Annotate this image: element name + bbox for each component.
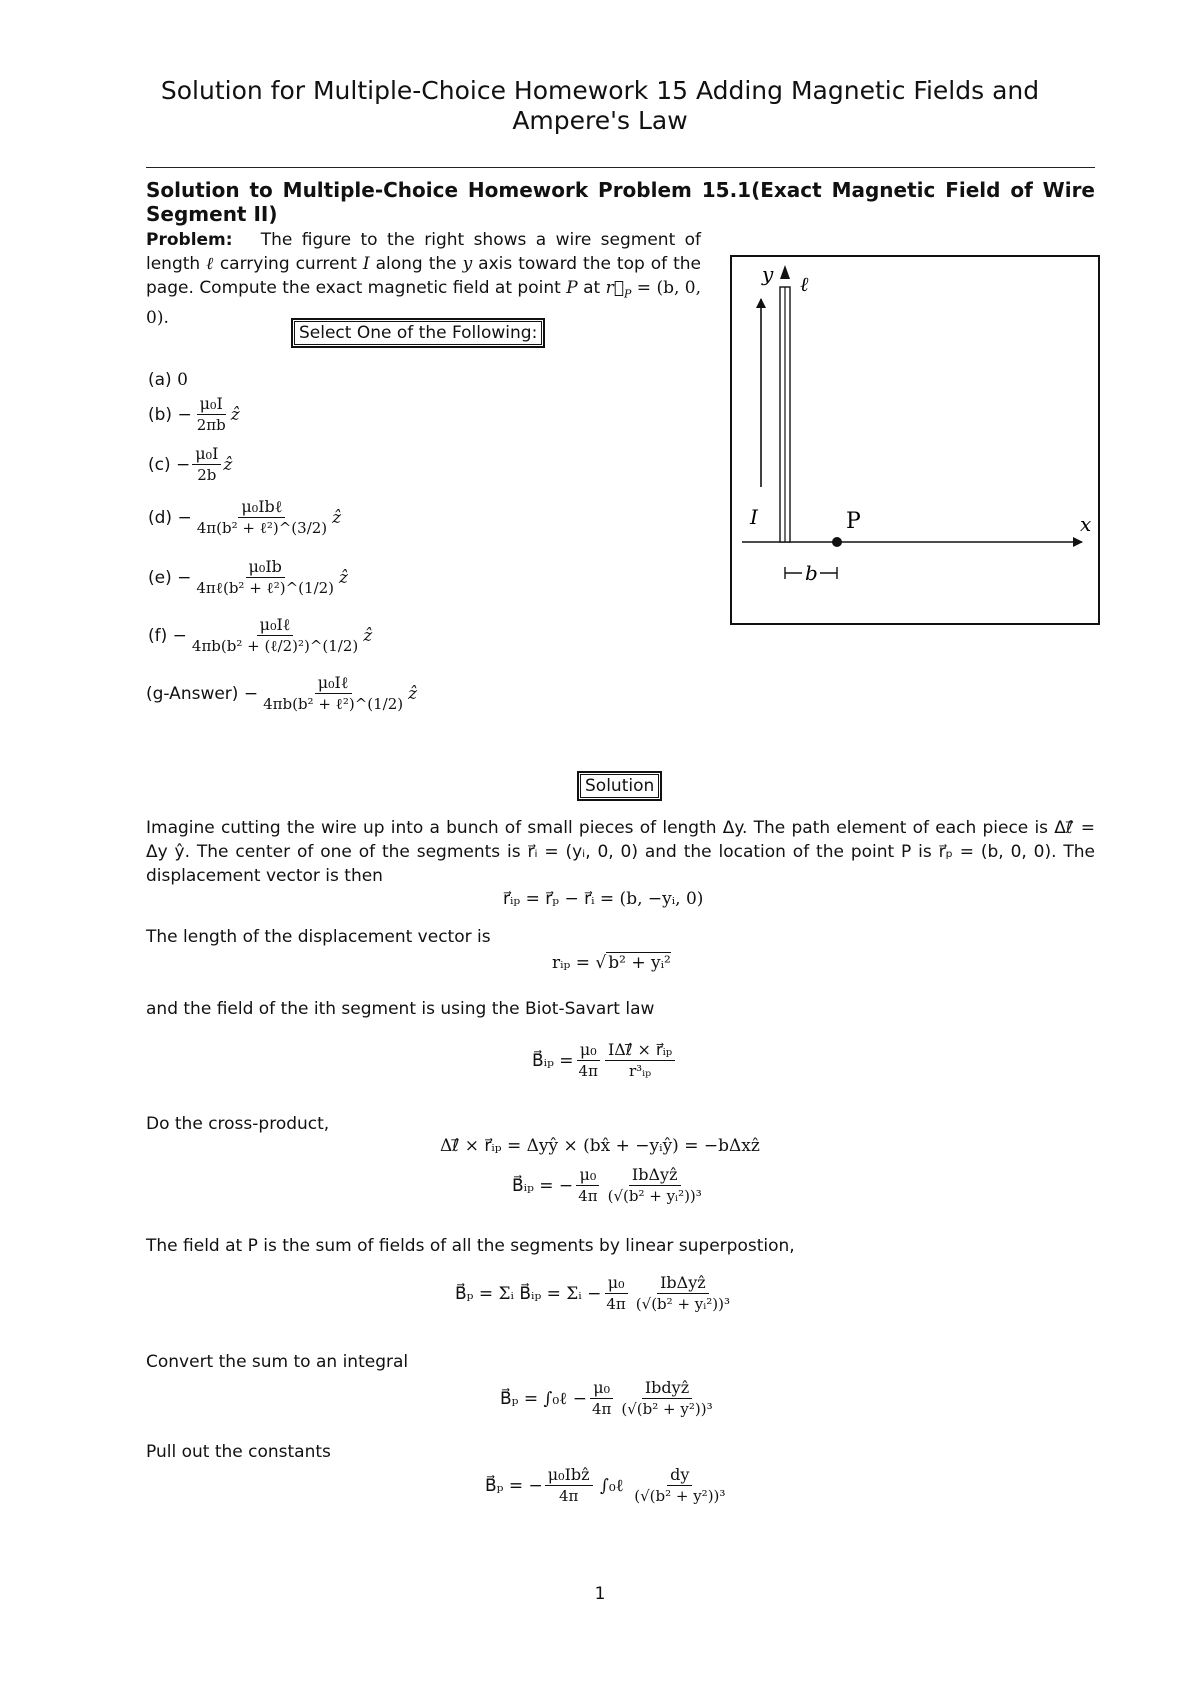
choice-e[interactable]: (e) − $\frac{\text{μ₀Ib}}{\text{4πℓ(b² + ℓ²)\textasciicircum{}(1/2)}}$ ẑ bbox=[148, 557, 348, 597]
choice-c-label: (c) bbox=[148, 454, 171, 475]
equation-segment-field: B⃗ᵢₚ = − $\frac{\text{μ₀}}{4\pi}$ $\frac{\text{IbΔyẑ}}{\text{(√(b² + yᵢ²))³}}$ bbox=[512, 1165, 702, 1205]
equation-superposition: B⃗ₚ = Σᵢ B⃗ᵢₚ = Σᵢ − $\frac{\text{μ₀}}{4\pi}$ $\frac{\text{IbΔyẑ}}{\text{(√(b² + yᵢ²))³}}$ bbox=[455, 1273, 731, 1313]
length-label: ℓ bbox=[800, 272, 809, 296]
choice-g-fraction: $\frac{\text{μ₀Iℓ}}{\text{4πb(b² + ℓ²)\textasciicircum{}(1/2)}}$ bbox=[263, 673, 404, 713]
solution-paragraph-4: Do the cross-product, bbox=[146, 1114, 330, 1134]
problem-text-2: carrying current bbox=[219, 254, 357, 274]
current-label: I bbox=[750, 505, 758, 529]
select-label-box bbox=[291, 318, 545, 348]
solution-paragraph-5: The field at P is the sum of fields of all the segments by linear superpostion, bbox=[146, 1236, 795, 1256]
choice-d-fraction: $\frac{\text{μ₀Ibℓ}}{\text{4π(b² + ℓ²)\textasciicircum{}(3/2)}}$ bbox=[196, 497, 328, 537]
problem-heading: Solution to Multiple-Choice Homework Problem 15.1(Exact Magnetic Field of Wire Segment II) bbox=[146, 178, 1095, 226]
solution-paragraph-3: and the field of the ith segment is using the Biot-Savart law bbox=[146, 999, 655, 1019]
solution-paragraph-1: Imagine cutting the wire up into a bunch of small pieces of length Δy. The path element of each piece is Δℓ⃗ = Δy ŷ. The center of one of the segments is r⃗ᵢ = (yᵢ, 0, 0) and the location of the point P is r⃗ₚ = (b, 0, 0). The displacement vector is then bbox=[146, 818, 1095, 886]
choice-c-fraction: $\frac{\text{μ₀I}}{2b}$ bbox=[192, 444, 221, 485]
y-symbol: y bbox=[462, 254, 473, 274]
equation-biot-savart: B⃗ᵢₚ = $\frac{\text{μ₀}}{4\pi}$ $\frac{\text{IΔℓ⃗ × r⃗ᵢₚ}}{\text{r³ᵢₚ}}$ bbox=[532, 1040, 677, 1081]
page-number: 1 bbox=[594, 1584, 606, 1604]
solution-paragraph-7: Pull out the constants bbox=[146, 1442, 331, 1462]
choice-e-label: (e) bbox=[148, 567, 172, 588]
problem-text-3: along the bbox=[375, 254, 457, 274]
point-symbol: P bbox=[566, 278, 578, 298]
equation-constants: B⃗ₚ = − $\frac{\text{μ₀Ibẑ}}{4\pi}$ ∫₀ℓ $\frac{dy}{\text{(√(b² + y²))³}}$ bbox=[485, 1465, 726, 1505]
choice-d[interactable]: (d) − $\frac{\text{μ₀Ibℓ}}{\text{4π(b² + ℓ²)\textasciicircum{}(3/2)}}$ ẑ bbox=[148, 497, 342, 537]
page-title: Solution for Multiple-Choice Homework 15 Adding Magnetic Fields and Ampere's Law bbox=[160, 76, 1040, 135]
choice-a-label: (a) bbox=[148, 370, 172, 390]
problem-text-5: Compute the exact magnetic field at point bbox=[199, 278, 561, 298]
equation-integral: B⃗ₚ = ∫₀ℓ − $\frac{\text{μ₀}}{4\pi}$ $\frac{\text{Ibdyẑ}}{\text{(√(b² + y²))³}}$ bbox=[500, 1378, 713, 1418]
choice-b-fraction: $\frac{\text{μ₀I}}{2\pi b}$ bbox=[196, 394, 226, 434]
choice-a-value: 0 bbox=[177, 370, 188, 390]
current-symbol: I bbox=[362, 254, 370, 274]
choice-f[interactable]: (f) − $\frac{\text{μ₀Iℓ}}{\text{4πb(b² + (ℓ/2)²)\textasciicircum{}(1/2)}}$ ẑ bbox=[148, 615, 373, 655]
solution-label: Solution bbox=[585, 776, 655, 796]
x-axis-label: x bbox=[1080, 512, 1092, 536]
problem-text-6: at bbox=[583, 278, 601, 298]
choice-g-label: (g-Answer) bbox=[146, 683, 239, 704]
choice-c[interactable]: (c) − $\frac{\text{μ₀I}}{2b}$ ẑ bbox=[148, 444, 233, 484]
equation-length: rᵢₚ = √ b² + yᵢ² bbox=[552, 952, 671, 973]
rp-symbol: $r⃗_P$ bbox=[605, 278, 632, 301]
solution-paragraph-2: The length of the displacement vector is bbox=[146, 927, 491, 947]
wire-diagram bbox=[732, 257, 1098, 623]
choice-e-fraction: $\frac{\text{μ₀Ib}}{\text{4πℓ(b² + ℓ²)\textasciicircum{}(1/2)}}$ bbox=[196, 557, 335, 597]
ell-symbol: ℓ bbox=[206, 254, 214, 274]
solution-label-box bbox=[577, 771, 662, 801]
point-p-dot bbox=[832, 537, 842, 547]
problem-text-4: axis toward the top of the page. bbox=[146, 254, 702, 298]
choice-a[interactable] bbox=[148, 370, 188, 390]
problem-text-1: The figure to the right shows a wire segment of length bbox=[146, 230, 702, 274]
solution-paragraph-6: Convert the sum to an integral bbox=[146, 1352, 409, 1372]
choice-f-fraction: $\frac{\text{μ₀Iℓ}}{\text{4πb(b² + (ℓ/2)²)\textasciicircum{}(1/2)}}$ bbox=[191, 615, 359, 655]
select-label: Select One of the Following: bbox=[299, 323, 538, 343]
choice-d-label: (d) bbox=[148, 507, 173, 528]
title-rule bbox=[146, 167, 1095, 168]
point-label: P bbox=[846, 509, 861, 534]
equation-cross-product: Δℓ⃗ × r⃗ᵢₚ = Δyŷ × (bx̂ + −yᵢŷ) = −bΔxẑ bbox=[440, 1136, 760, 1156]
wire-tip bbox=[780, 265, 790, 279]
y-axis-label: y bbox=[762, 262, 774, 286]
choice-g[interactable]: (g-Answer) − $\frac{\text{μ₀Iℓ}}{\text{4πb(b² + ℓ²)\textasciicircum{}(1/2)}}$ ẑ bbox=[146, 673, 418, 713]
choice-f-label: (f) bbox=[148, 625, 168, 646]
choice-b-label: (b) bbox=[148, 404, 173, 425]
equation-displacement: r⃗ᵢₚ = r⃗ₚ − r⃗ᵢ = (b, −yᵢ, 0) bbox=[503, 889, 704, 909]
point-coords: (b, 0, 0). bbox=[146, 278, 702, 329]
wire-figure bbox=[730, 255, 1100, 625]
problem-statement: Problem: The figure to the right shows a wire segment of length ℓ carrying current I along the y axis toward the top of the page. Compute the exact magnetic field at point P at $r⃗_P = (b$, 0, 0). bbox=[146, 230, 702, 329]
problem-label: Problem: bbox=[146, 230, 233, 250]
distance-label: b bbox=[805, 561, 818, 585]
choice-b[interactable]: (b) − $\frac{\text{μ₀I}}{2\pi b}$ ẑ bbox=[148, 394, 240, 434]
